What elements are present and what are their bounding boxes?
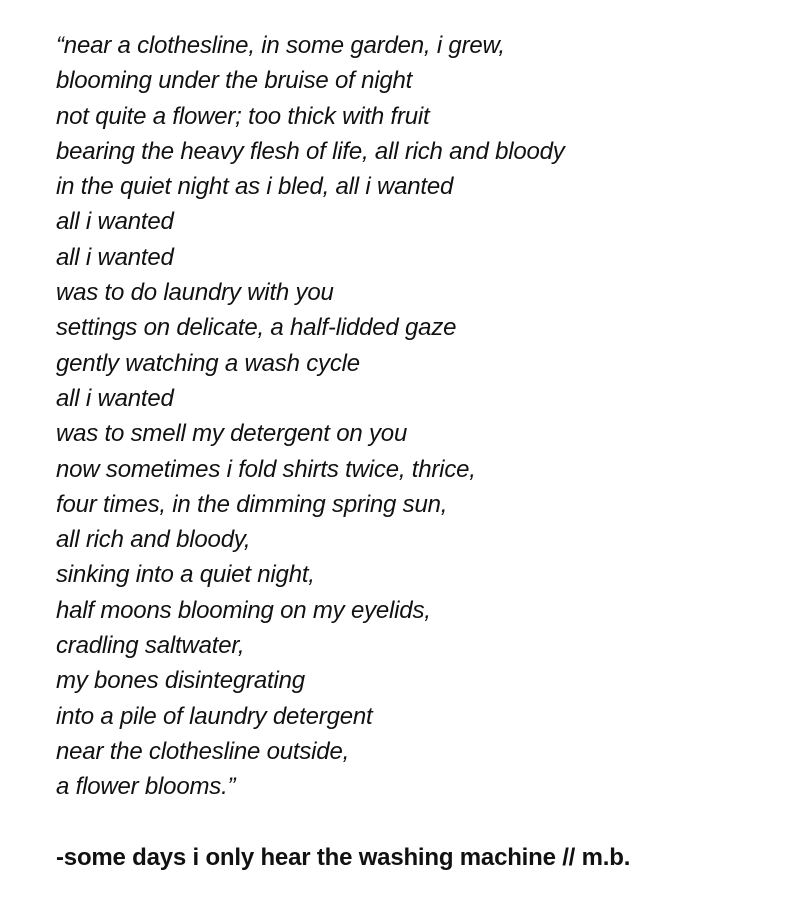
poem-line: was to smell my detergent on you bbox=[56, 420, 408, 448]
poem-body bbox=[56, 28, 565, 805]
poem-line: all i wanted bbox=[56, 243, 174, 271]
poem-line: into a pile of laundry detergent bbox=[56, 702, 373, 730]
poem-line: bearing the heavy flesh of life, all rich and bloody bbox=[56, 137, 565, 165]
poem-line: all i wanted bbox=[56, 208, 174, 236]
poem-line: half moons blooming on my eyelids, bbox=[56, 596, 431, 624]
poem-line: not quite a flower; too thick with fruit bbox=[56, 102, 430, 130]
poem-line: now sometimes i fold shirts twice, thrice, bbox=[56, 455, 476, 483]
poem-signature: -some days i only hear the washing machine // m.b. bbox=[56, 844, 631, 871]
poem-line: “near a clothesline, in some garden, i grew, bbox=[56, 32, 505, 59]
poem-line: near the clothesline outside, bbox=[56, 737, 350, 765]
poem-line: a flower blooms.” bbox=[56, 773, 236, 801]
poem-line: sinking into a quiet night, bbox=[56, 561, 315, 589]
poem-line: four times, in the dimming spring sun, bbox=[56, 490, 448, 518]
poem-line: cradling saltwater, bbox=[56, 632, 245, 660]
poem-line: settings on delicate, a half-lidded gaze bbox=[56, 314, 457, 342]
poem-line: all rich and bloody, bbox=[56, 526, 251, 554]
poem-line: blooming under the bruise of night bbox=[56, 67, 413, 95]
poem-line: my bones disintegrating bbox=[56, 667, 305, 695]
poem-line: was to do laundry with you bbox=[56, 279, 334, 307]
poem-line: in the quiet night as i bled, all i wanted bbox=[56, 173, 454, 201]
poem-line: all i wanted bbox=[56, 384, 174, 412]
poem-line: gently watching a wash cycle bbox=[56, 349, 360, 377]
